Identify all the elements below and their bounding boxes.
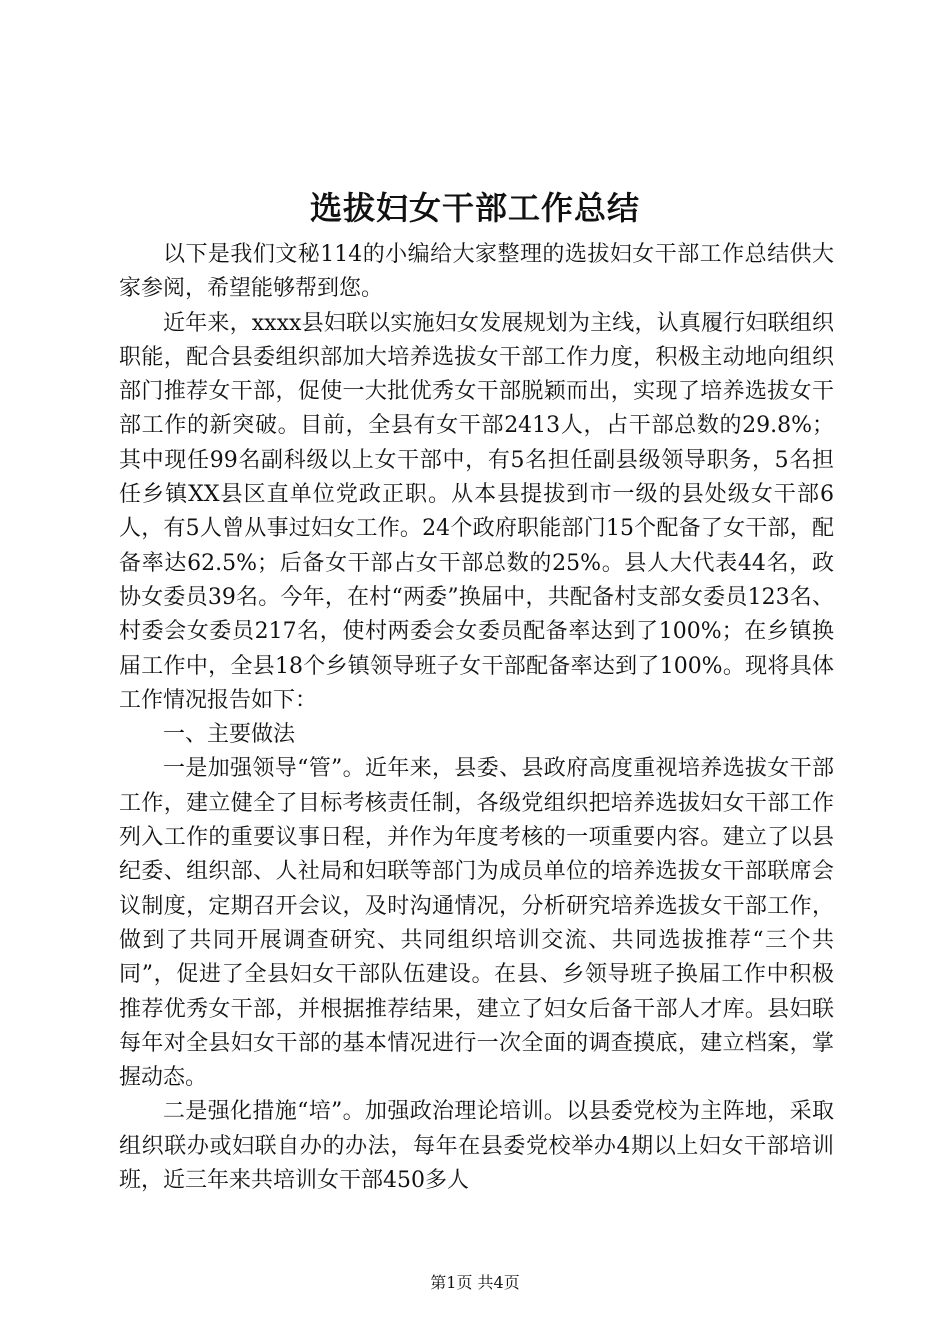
section-heading: 一、主要做法 [163,722,296,748]
overview-paragraph: 近年来，xxxx县妇联以实施妇女发展规划为主线，认真履行妇联组织职能，配合县委组织部加大培养选拔女干部工作力度，积极主动地向组织部门推荐女干部，促使一大批优秀女干部脱颖而出，实现了培养选拔女干部工作的新突破。目前，全县有女干部2413人，占干部总数的29.8%；其中现任99名副科级以上女干部中，有5名担任副县级领导职务，5名担任乡镇XX县区直单位党政正职。从本县提拔到市一级的县处级女干部6人，有5人曾从事过妇女工作。24个政府职能部门15个配备了女干部，配备率达62.5%；后备女干部占女干部总数的25%。县人大代表44名，政协女委员39名。今年，在村“两委”换届中，共配备村支部女委员123名、村委会女委员217名，使村两委会女委员配备率达到了100%；在乡镇换届工作中，全县18个乡镇领导班子女干部配备率达到了100%。现将具体工作情况报告如下： [119,310,834,713]
document-title: 选拔妇女干部工作总结 [309,189,640,227]
intro-paragraph: 以下是我们文秘114的小编给大家整理的选拔妇女干部工作总结供大家参阅，希望能够帮到您。 [119,242,834,302]
leadership-paragraph: 一是加强领导“管”。近年来，县委、县政府高度重视培养选拔女干部工作，建立健全了目标考核责任制，各级党组织把培养选拔妇女干部工作列入工作的重要议事日程，并作为年度考核的一项重要内容。建立了以县纪委、组织部、人社局和妇联等部门为成员单位的培养选拔女干部联席会议制度，定期召开会议，及时沟通情况，分析研究培养选拔女干部工作，做到了共同开展调查研究、共同组织培训交流、共同选拔推荐“三个共同”，促进了全县妇女干部队伍建设。在县、乡领导班子换届工作中积极推荐优秀女干部，并根据推荐结果，建立了妇女后备干部人才库。县妇联每年对全县妇女干部的基本情况进行一次全面的调查摸底，建立档案，掌握动态。 [119,756,834,1091]
document-body [119,238,834,1198]
page-footer: 第1页 共4页 [430,1273,520,1292]
training-paragraph: 二是强化措施“培”。加强政治理论培训。以县委党校为主阵地，采取组织联办或妇联自办的办法，每年在县委党校举办4期以上妇女干部培训班，近三年来共培训女干部450多人 [119,1099,834,1194]
